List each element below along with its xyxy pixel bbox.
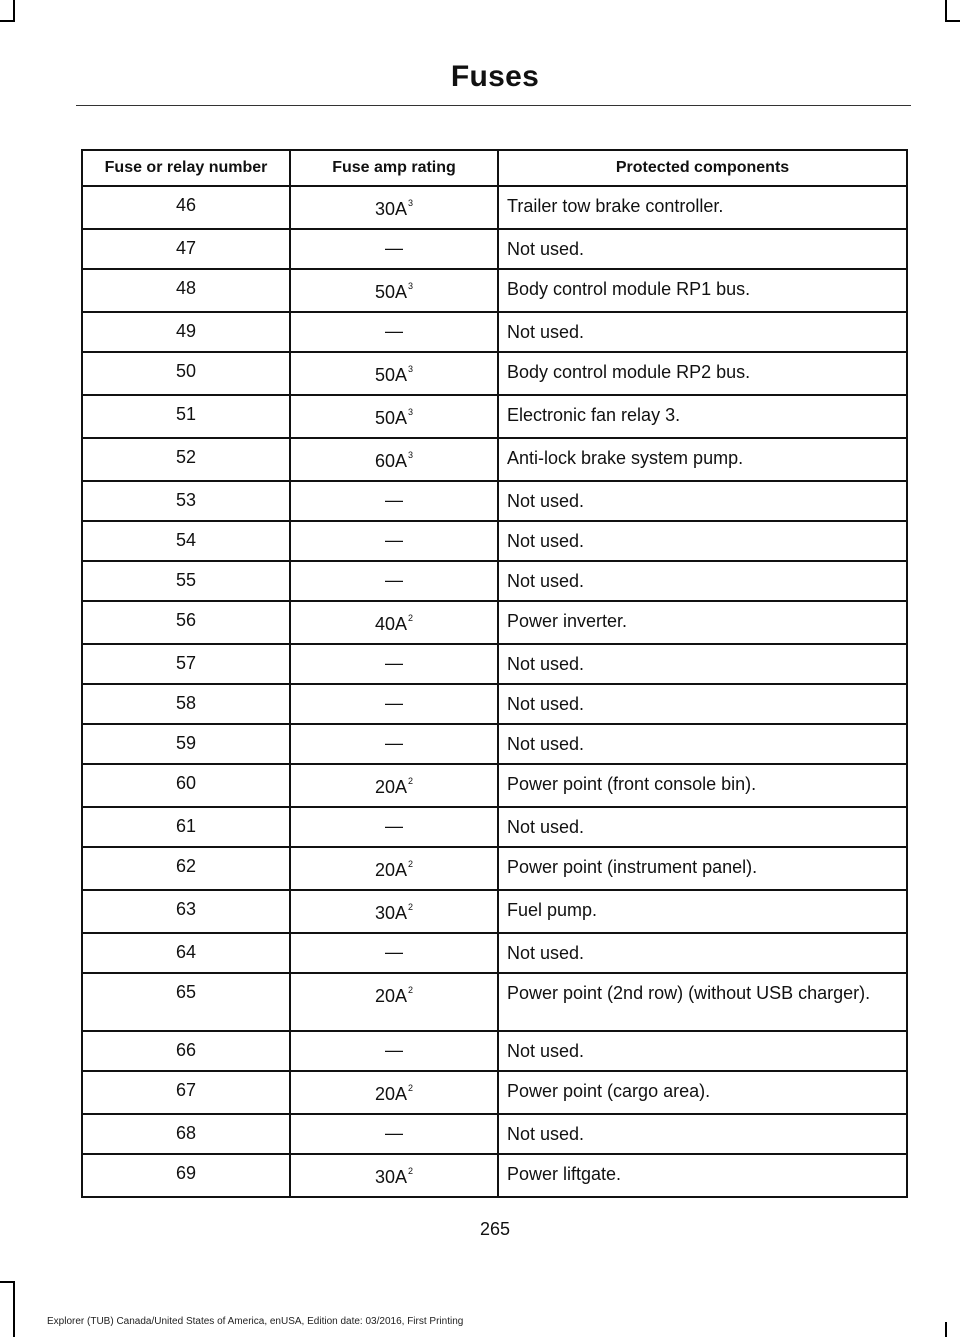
- column-header-fuse-number: Fuse or relay number: [82, 150, 290, 186]
- protected-component-cell: Not used.: [498, 724, 907, 764]
- footnote-marker: 2: [408, 1166, 414, 1176]
- amp-rating-value: —: [385, 733, 403, 753]
- amp-rating-cell: [290, 847, 498, 890]
- amp-rating-cell: [290, 481, 498, 521]
- amp-rating-value: —: [385, 238, 403, 258]
- amp-rating-cell: [290, 521, 498, 561]
- fuse-number-cell: 46: [82, 186, 290, 229]
- fuse-number-cell: 67: [82, 1071, 290, 1114]
- amp-rating-value: 40A: [374, 614, 407, 634]
- fuse-number-cell: 59: [82, 724, 290, 764]
- protected-component-cell: Not used.: [498, 933, 907, 973]
- amp-rating-cell: [290, 684, 498, 724]
- fuse-number-cell: 58: [82, 684, 290, 724]
- amp-rating-value: —: [385, 570, 403, 590]
- protected-component-cell: Not used.: [498, 481, 907, 521]
- table-row: [82, 973, 907, 1031]
- amp-rating-value: —: [385, 1040, 403, 1060]
- crop-mark-top-right: [945, 0, 947, 22]
- amp-rating-value: 20A: [374, 986, 407, 1006]
- fuse-number-cell: 54: [82, 521, 290, 561]
- table-row: [82, 186, 907, 229]
- fuse-table: [81, 149, 908, 1198]
- amp-rating-value: 30A: [374, 199, 407, 219]
- amp-rating-cell: [290, 724, 498, 764]
- protected-component-cell: Trailer tow brake controller.: [498, 186, 907, 229]
- fuse-number-cell: 52: [82, 438, 290, 481]
- footer-edition-text: Explorer (TUB) Canada/United States of America, enUSA, Edition date: 03/2016, First Printing: [47, 1316, 464, 1327]
- protected-component-cell: Body control module RP1 bus.: [498, 269, 907, 312]
- amp-rating-value: —: [385, 942, 403, 962]
- amp-rating-cell: [290, 1114, 498, 1154]
- amp-rating-value: 30A: [374, 1167, 407, 1187]
- footnote-marker: 2: [408, 985, 414, 995]
- amp-rating-cell: [290, 1031, 498, 1071]
- amp-rating-value: —: [385, 653, 403, 673]
- fuse-number-cell: 50: [82, 352, 290, 395]
- fuse-number-cell: 49: [82, 312, 290, 352]
- amp-rating-cell: [290, 352, 498, 395]
- amp-rating-cell: [290, 764, 498, 807]
- table-row: [82, 561, 907, 601]
- fuse-table-body: [82, 186, 907, 1197]
- amp-rating-cell: [290, 395, 498, 438]
- crop-mark-top-right: [945, 20, 960, 22]
- table-row: [82, 269, 907, 312]
- crop-mark-top-left: [13, 0, 15, 22]
- table-row: [82, 521, 907, 561]
- protected-component-cell: Not used.: [498, 684, 907, 724]
- protected-component-cell: Not used.: [498, 312, 907, 352]
- fuse-number-cell: 55: [82, 561, 290, 601]
- table-row: [82, 644, 907, 684]
- amp-rating-cell: [290, 229, 498, 269]
- amp-rating-cell: [290, 807, 498, 847]
- table-row: [82, 724, 907, 764]
- protected-component-cell: Power inverter.: [498, 601, 907, 644]
- footnote-marker: 2: [408, 859, 414, 869]
- amp-rating-value: 20A: [374, 860, 407, 880]
- table-header-row: [82, 150, 907, 186]
- column-header-protected-components: Protected components: [498, 150, 907, 186]
- fuse-number-cell: 62: [82, 847, 290, 890]
- amp-rating-cell: [290, 644, 498, 684]
- table-row: [82, 1031, 907, 1071]
- table-row: [82, 933, 907, 973]
- footnote-marker: 3: [408, 281, 414, 291]
- fuse-number-cell: 68: [82, 1114, 290, 1154]
- title-divider: [76, 105, 911, 106]
- table-row: [82, 481, 907, 521]
- protected-component-cell: Power point (front console bin).: [498, 764, 907, 807]
- protected-component-cell: Power point (instrument panel).: [498, 847, 907, 890]
- footnote-marker: 2: [408, 902, 414, 912]
- table-row: [82, 764, 907, 807]
- amp-rating-value: 30A: [374, 903, 407, 923]
- table-row: [82, 229, 907, 269]
- footnote-marker: 3: [408, 198, 414, 208]
- fuse-number-cell: 53: [82, 481, 290, 521]
- table-row: [82, 1114, 907, 1154]
- crop-mark-bottom-left: [13, 1281, 15, 1337]
- crop-mark-bottom-left: [0, 1281, 15, 1283]
- fuse-number-cell: 66: [82, 1031, 290, 1071]
- amp-rating-value: —: [385, 693, 403, 713]
- protected-component-cell: Not used.: [498, 521, 907, 561]
- amp-rating-cell: [290, 561, 498, 601]
- amp-rating-cell: [290, 973, 498, 1031]
- protected-component-cell: Body control module RP2 bus.: [498, 352, 907, 395]
- table-row: [82, 847, 907, 890]
- crop-mark-top-left: [0, 20, 15, 22]
- table-row: [82, 807, 907, 847]
- fuse-number-cell: 48: [82, 269, 290, 312]
- protected-component-cell: Anti-lock brake system pump.: [498, 438, 907, 481]
- column-header-amp-rating: Fuse amp rating: [290, 150, 498, 186]
- amp-rating-cell: [290, 438, 498, 481]
- fuse-number-cell: 64: [82, 933, 290, 973]
- amp-rating-value: 50A: [374, 282, 407, 302]
- protected-component-cell: Power liftgate.: [498, 1154, 907, 1197]
- footnote-marker: 3: [408, 364, 414, 374]
- amp-rating-cell: [290, 890, 498, 933]
- footnote-marker: 2: [408, 1083, 414, 1093]
- crop-mark-bottom-right: [945, 1322, 947, 1337]
- protected-component-cell: Not used.: [498, 1114, 907, 1154]
- protected-component-cell: Power point (cargo area).: [498, 1071, 907, 1114]
- protected-component-cell: Not used.: [498, 1031, 907, 1071]
- amp-rating-cell: [290, 269, 498, 312]
- fuse-number-cell: 65: [82, 973, 290, 1031]
- fuse-number-cell: 56: [82, 601, 290, 644]
- amp-rating-value: 50A: [374, 365, 407, 385]
- protected-component-cell: Fuel pump.: [498, 890, 907, 933]
- amp-rating-cell: [290, 186, 498, 229]
- amp-rating-value: —: [385, 1123, 403, 1143]
- table-row: [82, 395, 907, 438]
- protected-component-cell: Not used.: [498, 644, 907, 684]
- fuse-number-cell: 47: [82, 229, 290, 269]
- table-row: [82, 890, 907, 933]
- amp-rating-cell: [290, 1071, 498, 1114]
- amp-rating-value: 20A: [374, 777, 407, 797]
- amp-rating-value: 60A: [374, 451, 407, 471]
- fuse-number-cell: 57: [82, 644, 290, 684]
- protected-component-cell: Not used.: [498, 229, 907, 269]
- amp-rating-cell: [290, 933, 498, 973]
- footnote-marker: 2: [408, 776, 414, 786]
- protected-component-cell: Power point (2nd row) (without USB charger).: [498, 973, 907, 1031]
- footnote-marker: 3: [408, 450, 414, 460]
- amp-rating-value: —: [385, 530, 403, 550]
- amp-rating-cell: [290, 601, 498, 644]
- amp-rating-cell: [290, 312, 498, 352]
- table-row: [82, 601, 907, 644]
- fuse-number-cell: 63: [82, 890, 290, 933]
- fuse-number-cell: 69: [82, 1154, 290, 1197]
- protected-component-cell: Not used.: [498, 561, 907, 601]
- table-row: [82, 1154, 907, 1197]
- page-title: Fuses: [450, 60, 540, 93]
- table-row: [82, 352, 907, 395]
- amp-rating-value: —: [385, 816, 403, 836]
- footnote-marker: 3: [408, 407, 414, 417]
- amp-rating-cell: [290, 1154, 498, 1197]
- amp-rating-value: —: [385, 321, 403, 341]
- table-row: [82, 1071, 907, 1114]
- amp-rating-value: 20A: [374, 1084, 407, 1104]
- table-row: [82, 438, 907, 481]
- protected-component-cell: Electronic fan relay 3.: [498, 395, 907, 438]
- footnote-marker: 2: [408, 613, 414, 623]
- page-number: 265: [479, 1219, 511, 1239]
- amp-rating-value: 50A: [374, 408, 407, 428]
- protected-component-cell: Not used.: [498, 807, 907, 847]
- fuse-number-cell: 51: [82, 395, 290, 438]
- amp-rating-value: —: [385, 490, 403, 510]
- table-row: [82, 684, 907, 724]
- table-row: [82, 312, 907, 352]
- fuse-number-cell: 61: [82, 807, 290, 847]
- fuse-number-cell: 60: [82, 764, 290, 807]
